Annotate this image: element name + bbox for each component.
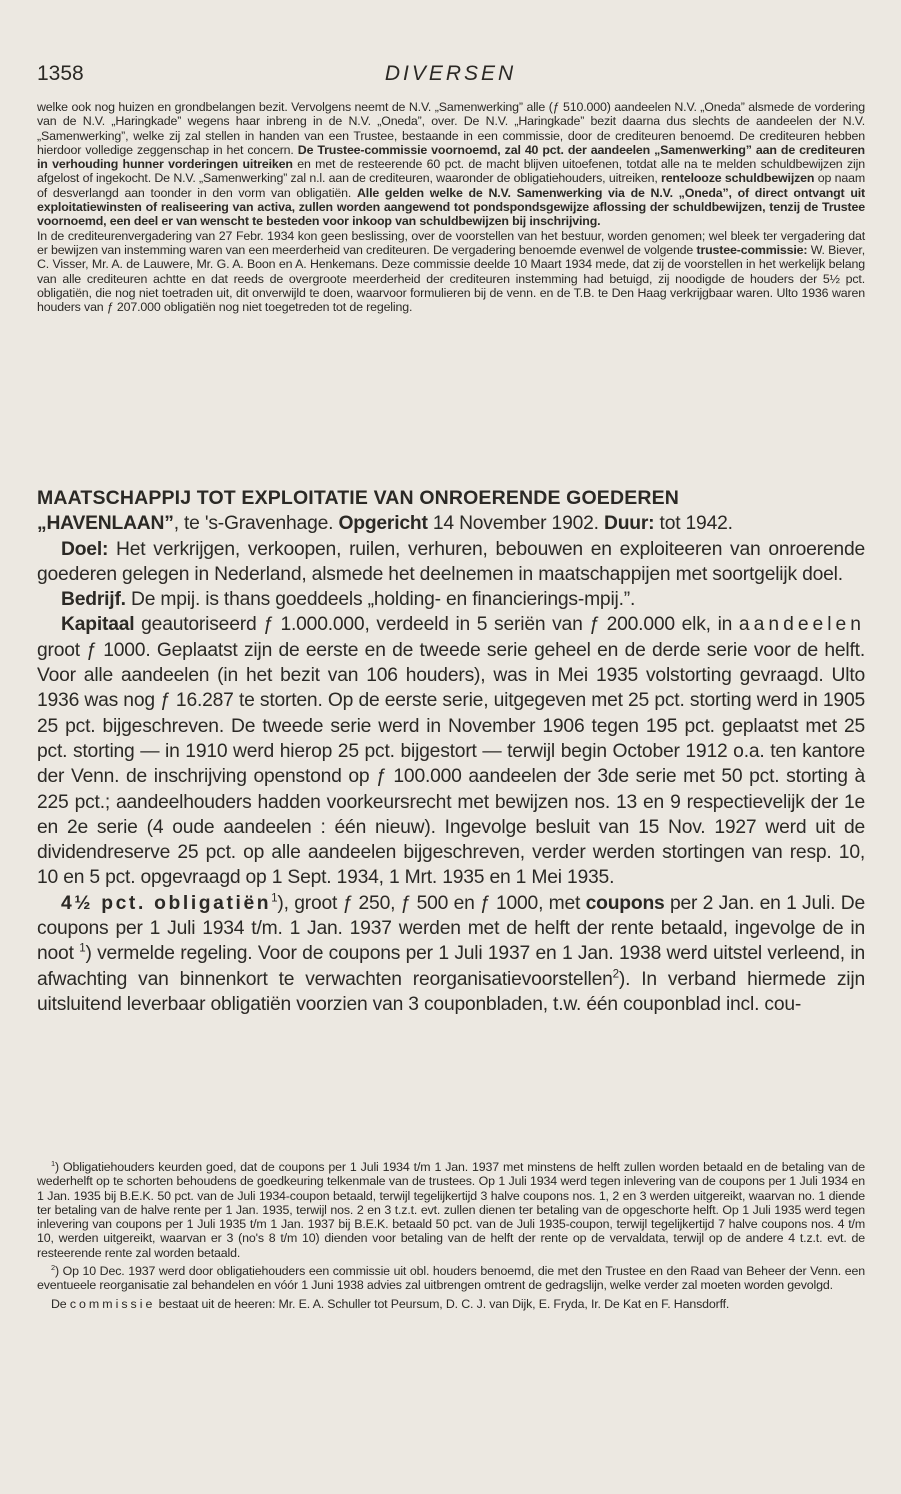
footnotes (37, 1160, 865, 1311)
footnote-1: $^1$) Obligatiehouders keurden goed, dat de coupons per 1 Juli 1934 t/m 1 Jan. 1937 met minstens de helft zullen worden betaald en de betaling van de wederhelft op te schorten behoudens de goedkeuring telkenmale van de trustees. Op 1 Juli 1934 werd tegen inlevering van de coupons per 1 Juli 1934 en 1 Jan. 1935 bij B.E.K. 50 pct. van de Juli 1934-coupon betaald, terwijl tegelijkertijd 3 halve coupons nos. 1, 2 en 3 werden uitgereikt, waarvan no. 1 diende ter betaling van de halve rente per 1 Jan. 1935, terwijl nos. 2 en 3 t.z.t. evt. zullen dienen ter betaling van de opgeschorte helft. Op 1 Juli 1935 werd tegen inlevering van coupons per 1 Juli 1935 t/m 1 Jan. 1937 bij B.E.K. betaald 50 pct. van de Juli 1935-coupon, terwijl tegelijkertijd 7 halve coupons nos. 4 t/m 10, werden uitgereikt, waarvan er 3 (no's 8 t/m 10) dienden voor betaling van de helft der rente op de vervaldata, terwijl op de andere 4 t.z.t. evt. de resteerende rente zal worden betaald. (37, 1158, 865, 1260)
page-header (0, 58, 901, 92)
page-number: 1358 (37, 62, 84, 85)
paragraph-crediteurenvergadering: In de crediteurenvergadering van 27 Febr. 1934 kon geen beslissing, over de voorstellen van het bestuur, worden genomen; wel bleek ter vergadering dat er bewijzen van instemming waren van een meerderheid van crediteuren. De vergadering benoemde evenwel de volgende trustee-commissie: W. Biever, C. Visser, Mr. A. de Lauwere, Mr. G. A. Boon en A. Henkemans. Deze commissie deelde 10 Maart 1934 mede, dat zij de voorstellen in het werkelijk belang van alle crediteuren achtte en dat reeds de overgroote meerderheid der crediteuren instemming had betuigd, zij noodigde de houders der 5½ pct. obligatiën, die nog niet toetraden uit, dit onverwijld te doen, waarvoor formulieren bij de venn. en de T.B. te Den Haag verkrijgbaar waren. Ulto 1936 waren houders van ƒ 207.000 obligatiën nog niet toegetreden tot de regeling. (37, 228, 865, 315)
kapitaal-paragraph: Kapitaal geautoriseerd ƒ 1.000.000, verdeeld in 5 seriën van ƒ 200.000 elk, in aandeelen groot ƒ 1000. Geplaatst zijn de eerste en de tweede serie geheel en de derde serie voor de helft. Voor alle aandeelen (in het bezit van 106 houders), was in Mei 1935 volstorting gevraagd. Ulto 1936 was nog ƒ 16.287 te storten. Op de eerste serie, uitgegeven met 25 pct. storting werd in 1905 25 pct. bijgeschreven. De tweede serie werd in November 1906 tegen 195 pct. geplaatst met 25 pct. storting — in 1910 werd hierop 25 pct. bijgestort — terwijl begin October 1912 o.a. ten kantore der Venn. de inschrijving openstond op ƒ 100.000 aandeelen der 3de serie met 50 pct. storting à 225 pct.; aandeelhouders hadden voorkeursrecht met bewijzen nos. 13 en 9 respectievelijk der 1e en 2e serie (4 oude aandeelen : één nieuw). Ingevolge besluit van 15 Nov. 1927 werd uit de dividendreserve 25 pct. op alle aandeelen bijgeschreven, verder werden stortingen van resp. 10, 10 en 5 pct. opgevraagd op 1 Sept. 1934, 1 Mrt. 1935 en 1 Mei 1935. (37, 614, 865, 889)
top-text-block (37, 100, 865, 314)
doel-paragraph: Doel: Het verkrijgen, verkoopen, ruilen, verhuren, bebouwen en exploiteeren van onroerende goederen gelegen in Nederland, alsmede het deelnemen in maatschappijen met soortgelijk doel. (37, 538, 865, 585)
company-name-line2: „HAVENLAAN” (37, 513, 174, 535)
bedrijf-paragraph: Bedrijf. De mpij. is thans goeddeels „holding- en financierings-mpij.”. (61, 589, 636, 611)
obligaties-paragraph: 4½ pct. obligatiën$^1$), groot ƒ 250, ƒ 500 en ƒ 1000, met coupons per 2 Jan. en 1 Juli. De coupons per 1 Juli 1934 t/m. 1 Jan. 1937 werden met de helft der rente betaald, ingevolge de in noot $^1$) vermelde regeling. Voor de coupons per 1 Juli 1937 en 1 Jan. 1938 werd uitstel verleend, in afwachting van binnenkort te verwachten reorganisatievoorstellen$^2$). In verband hiermede zijn uitsluitend leverbaar obligatiën voorzien van 3 couponbladen, t.w. één couponblad incl. cou- (37, 892, 865, 1015)
paragraph-samenwerking: welke ook nog huizen en grondbelangen bezit. Vervolgens neemt de N.V. „Samenwerking” alle (ƒ 510.000) aandeelen N.V. „Oneda” alsmede de vordering van de N.V. „Haringkade” wegens haar inbreng in de N.V. „Oneda”, over. De N.V. „Haringkade” bezit daarna dus slechts de aandeelen der N.V. „Samenwerking”, welke zij zal stellen in handen van een Trustee, bestaande in een commissie, door de crediteuren benoemd. De crediteuren hebben hierdoor volledige zeggenschap in het concern. De Trustee-commissie voornoemd, zal 40 pct. der aandeelen „Samenwerking” aan de crediteuren in verhouding hunner vorderingen uitreiken en met de resteerende 60 pct. de macht blijven uitoefenen, totdat alle na te melden schuldbewijzen zijn afgelost of ingekocht. De N.V. „Samenwerking” zal n.l. aan de crediteuren, waaronder de obligatiehouders, uitreiken, rentelooze schuldbewijzen op naam of desverlangd aan toonder in den vorm van obligatiën. Alle gelden welke de N.V. Samenwerking via de N.V. „Oneda”, of direct ontvangt uit exploitatiewinsten of realiseering van activa, zullen worden aangewend tot pondspondsgewijze aflossing der schuldbewijzen, tenzij de Trustee voornoemd, een deel er van wenscht te besteden voor inkoop van schuldbewijzen bij inschrijving. (37, 100, 866, 229)
company-heading (37, 486, 865, 511)
footnote-2: $^2$) Op 10 Dec. 1937 werd door obligatiehouders een commissie uit obl. houders benoemd, die met den Trustee en den Raad van Beheer der Venn. een eventueele reorganisatie zal behandelen en vóór 1 Juni 1938 advies zal uitbrengen omtrent de gedragslijn, welke verder zal moeten worden gevolgd. (37, 1262, 865, 1293)
footnote-ref-2: 2 (612, 968, 619, 981)
section-title: DIVERSEN (384, 62, 517, 85)
company-entry (37, 486, 865, 1017)
company-name-line1: MAATSCHAPPIJ TOT EXPLOITATIE VAN ONROERENDE GOEDEREN (37, 487, 679, 509)
footnote-ref-1: 1 (79, 942, 86, 955)
footnote-commissie: De commissie bestaat uit de heeren: Mr. E. A. Schuller tot Peursum, D. C. J. van Dijk, E. Fryda, Ir. De Kat en F. Hansdorff. (51, 1296, 730, 1311)
company-meta: „HAVENLAAN”, te 's-Gravenhage. Opgericht 14 November 1902. Duur: tot 1942. (37, 513, 733, 535)
